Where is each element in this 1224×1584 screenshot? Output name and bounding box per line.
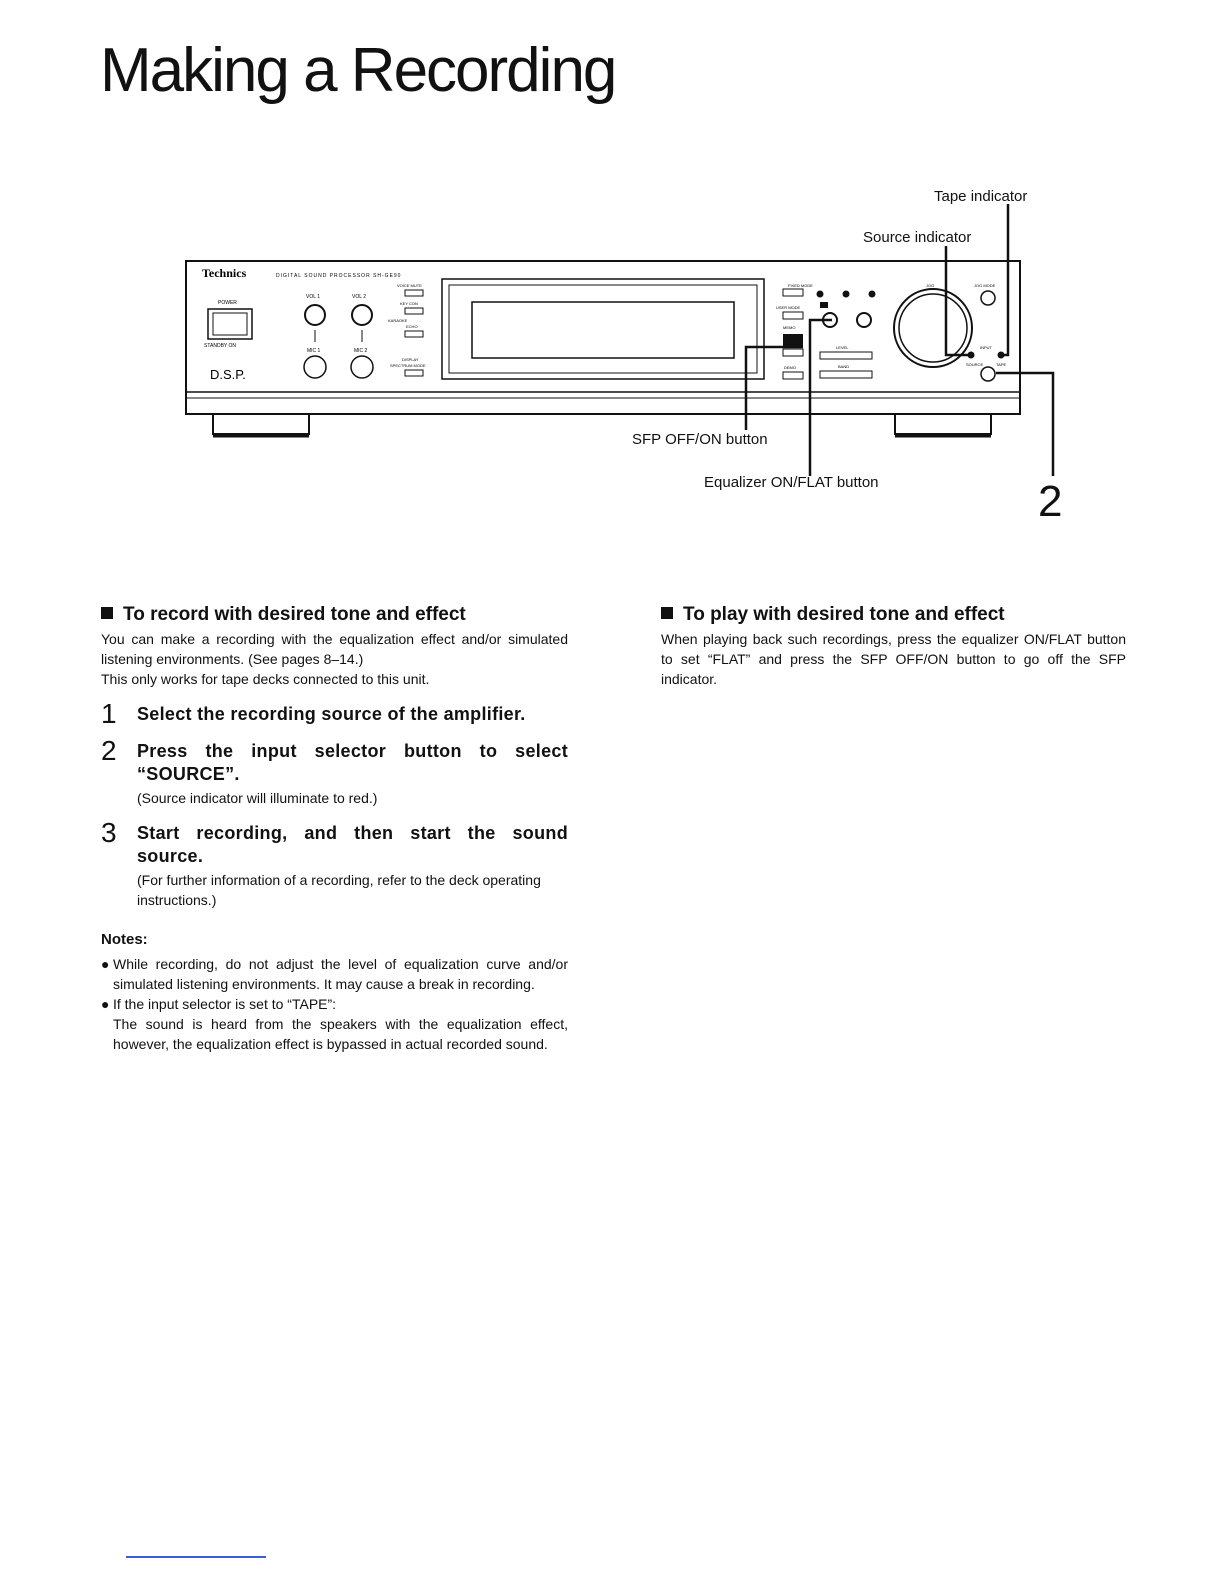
vol2-knob <box>352 305 372 325</box>
eq-button-callout: Equalizer ON/FLAT button <box>704 474 879 491</box>
step-3-text: Start recording, and then start the sound source. <box>137 823 568 866</box>
right-foot <box>895 414 991 434</box>
step-number-callout: 2 <box>1038 477 1063 526</box>
square-bullet-icon <box>661 607 673 619</box>
record-heading: To record with desired tone and effect <box>101 603 568 627</box>
model-label: DIGITAL SOUND PROCESSOR SH-GE90 <box>276 273 402 279</box>
mic2-label: MIC 2 <box>354 348 368 354</box>
step-3-number: 3 <box>101 817 117 848</box>
note-2: ● If the input selector is set to “TAPE”: <box>101 996 337 1012</box>
vol2-label: VOL 2 <box>352 294 366 300</box>
user-mode-label: USER MODE <box>776 305 801 310</box>
fixed-mode-label: FIXED MODE <box>788 283 813 288</box>
eq-button-icon <box>857 313 871 327</box>
step-3-sub: (For further information of a recording, refer to the deck operating instructions.) <box>137 872 541 908</box>
step2-callout-line <box>996 373 1053 476</box>
standby-label: STANDBY ON <box>204 343 237 349</box>
input-label: INPUT <box>980 345 992 350</box>
tape-callout-line <box>1001 204 1008 355</box>
source-callout-line <box>946 246 971 355</box>
mic2-jack <box>351 356 373 378</box>
footer-rule <box>126 1556 266 1558</box>
source-indicator-callout: Source indicator <box>863 229 972 246</box>
step-2-text: Press the input selector button to select “SOURCE”. <box>137 741 568 784</box>
sfp-button-callout: SFP OFF/ON button <box>632 431 768 448</box>
square-bullet-icon <box>101 607 113 619</box>
band-label: BAND <box>838 364 850 369</box>
display-label: DISPLAY <box>402 357 419 362</box>
karaoke-label: KARAOKE <box>388 318 408 323</box>
record-section <box>101 603 568 1054</box>
step-3 <box>101 817 568 910</box>
brand-logo: Technics <box>202 266 247 280</box>
device-illustration <box>0 0 1224 540</box>
sfp-callout-line <box>746 347 803 430</box>
bullet-icon: ● <box>101 956 110 972</box>
step-1-number: 1 <box>101 698 117 729</box>
memo-label: MEMO <box>783 325 796 330</box>
page-title: Making a Recording <box>100 36 616 105</box>
tape-label: TAPE <box>996 362 1007 367</box>
source-label: SOURCE <box>966 362 984 367</box>
step-2 <box>101 735 568 808</box>
record-intro-1: You can make a recording with the equalization effect and/or simulated listening environments. (See pages 8–14.) <box>101 631 568 667</box>
device-diagram <box>0 0 1224 540</box>
display-panel <box>472 302 734 358</box>
tape-indicator-callout: Tape indicator <box>934 188 1028 205</box>
power-label: POWER <box>218 300 237 306</box>
mic1-jack <box>304 356 326 378</box>
echo-label: ECHO <box>406 324 418 329</box>
play-heading: To play with desired tone and effect <box>661 603 1126 627</box>
display-window <box>442 279 764 379</box>
vol1-label: VOL 1 <box>306 294 320 300</box>
dsp-label: D.S.P. <box>210 367 246 382</box>
record-steps <box>101 698 568 910</box>
step-2-sub: (Source indicator will illuminate to red.) <box>137 790 378 806</box>
spectrum-label: SPECTRUM MODE <box>390 363 426 368</box>
jog-label: JOG <box>926 283 935 288</box>
voice-mute-label: VOICE MUTE <box>397 283 422 288</box>
jog-mode-button <box>981 291 995 305</box>
vol1-knob <box>305 305 325 325</box>
key-con-label: KEY CON <box>400 301 418 306</box>
play-body: When playing back such recordings, press the equalizer ON/FLAT button to set “FLAT” and press the SFP OFF/ON button to go off the SFP indicator. <box>661 631 1126 687</box>
note-1: ● While recording, do not adjust the level of equalization curve and/or simulated listening environments. It may cause a break in recording. <box>101 956 568 992</box>
mic1-label: MIC 1 <box>307 348 321 354</box>
step-2-number: 2 <box>101 735 117 766</box>
step-1-text: Select the recording source of the amplifier. <box>137 704 526 724</box>
input-selector-button <box>981 367 995 381</box>
play-section <box>661 603 1126 689</box>
jog-mode-label: JOG MODE <box>974 283 996 288</box>
notes-title: Notes: <box>101 931 148 948</box>
record-intro-2: This only works for tape decks connected to this unit. <box>101 671 430 687</box>
note-2-sub: The sound is heard from the speakers with the equalization effect, however, the equalization effect is bypassed in actual recorded sound. <box>113 1016 568 1052</box>
left-foot <box>213 414 309 434</box>
level-label: LEVEL <box>836 345 849 350</box>
step-1 <box>101 698 568 729</box>
demo-label: DEMO <box>784 365 796 370</box>
bullet-icon: ● <box>101 996 110 1012</box>
